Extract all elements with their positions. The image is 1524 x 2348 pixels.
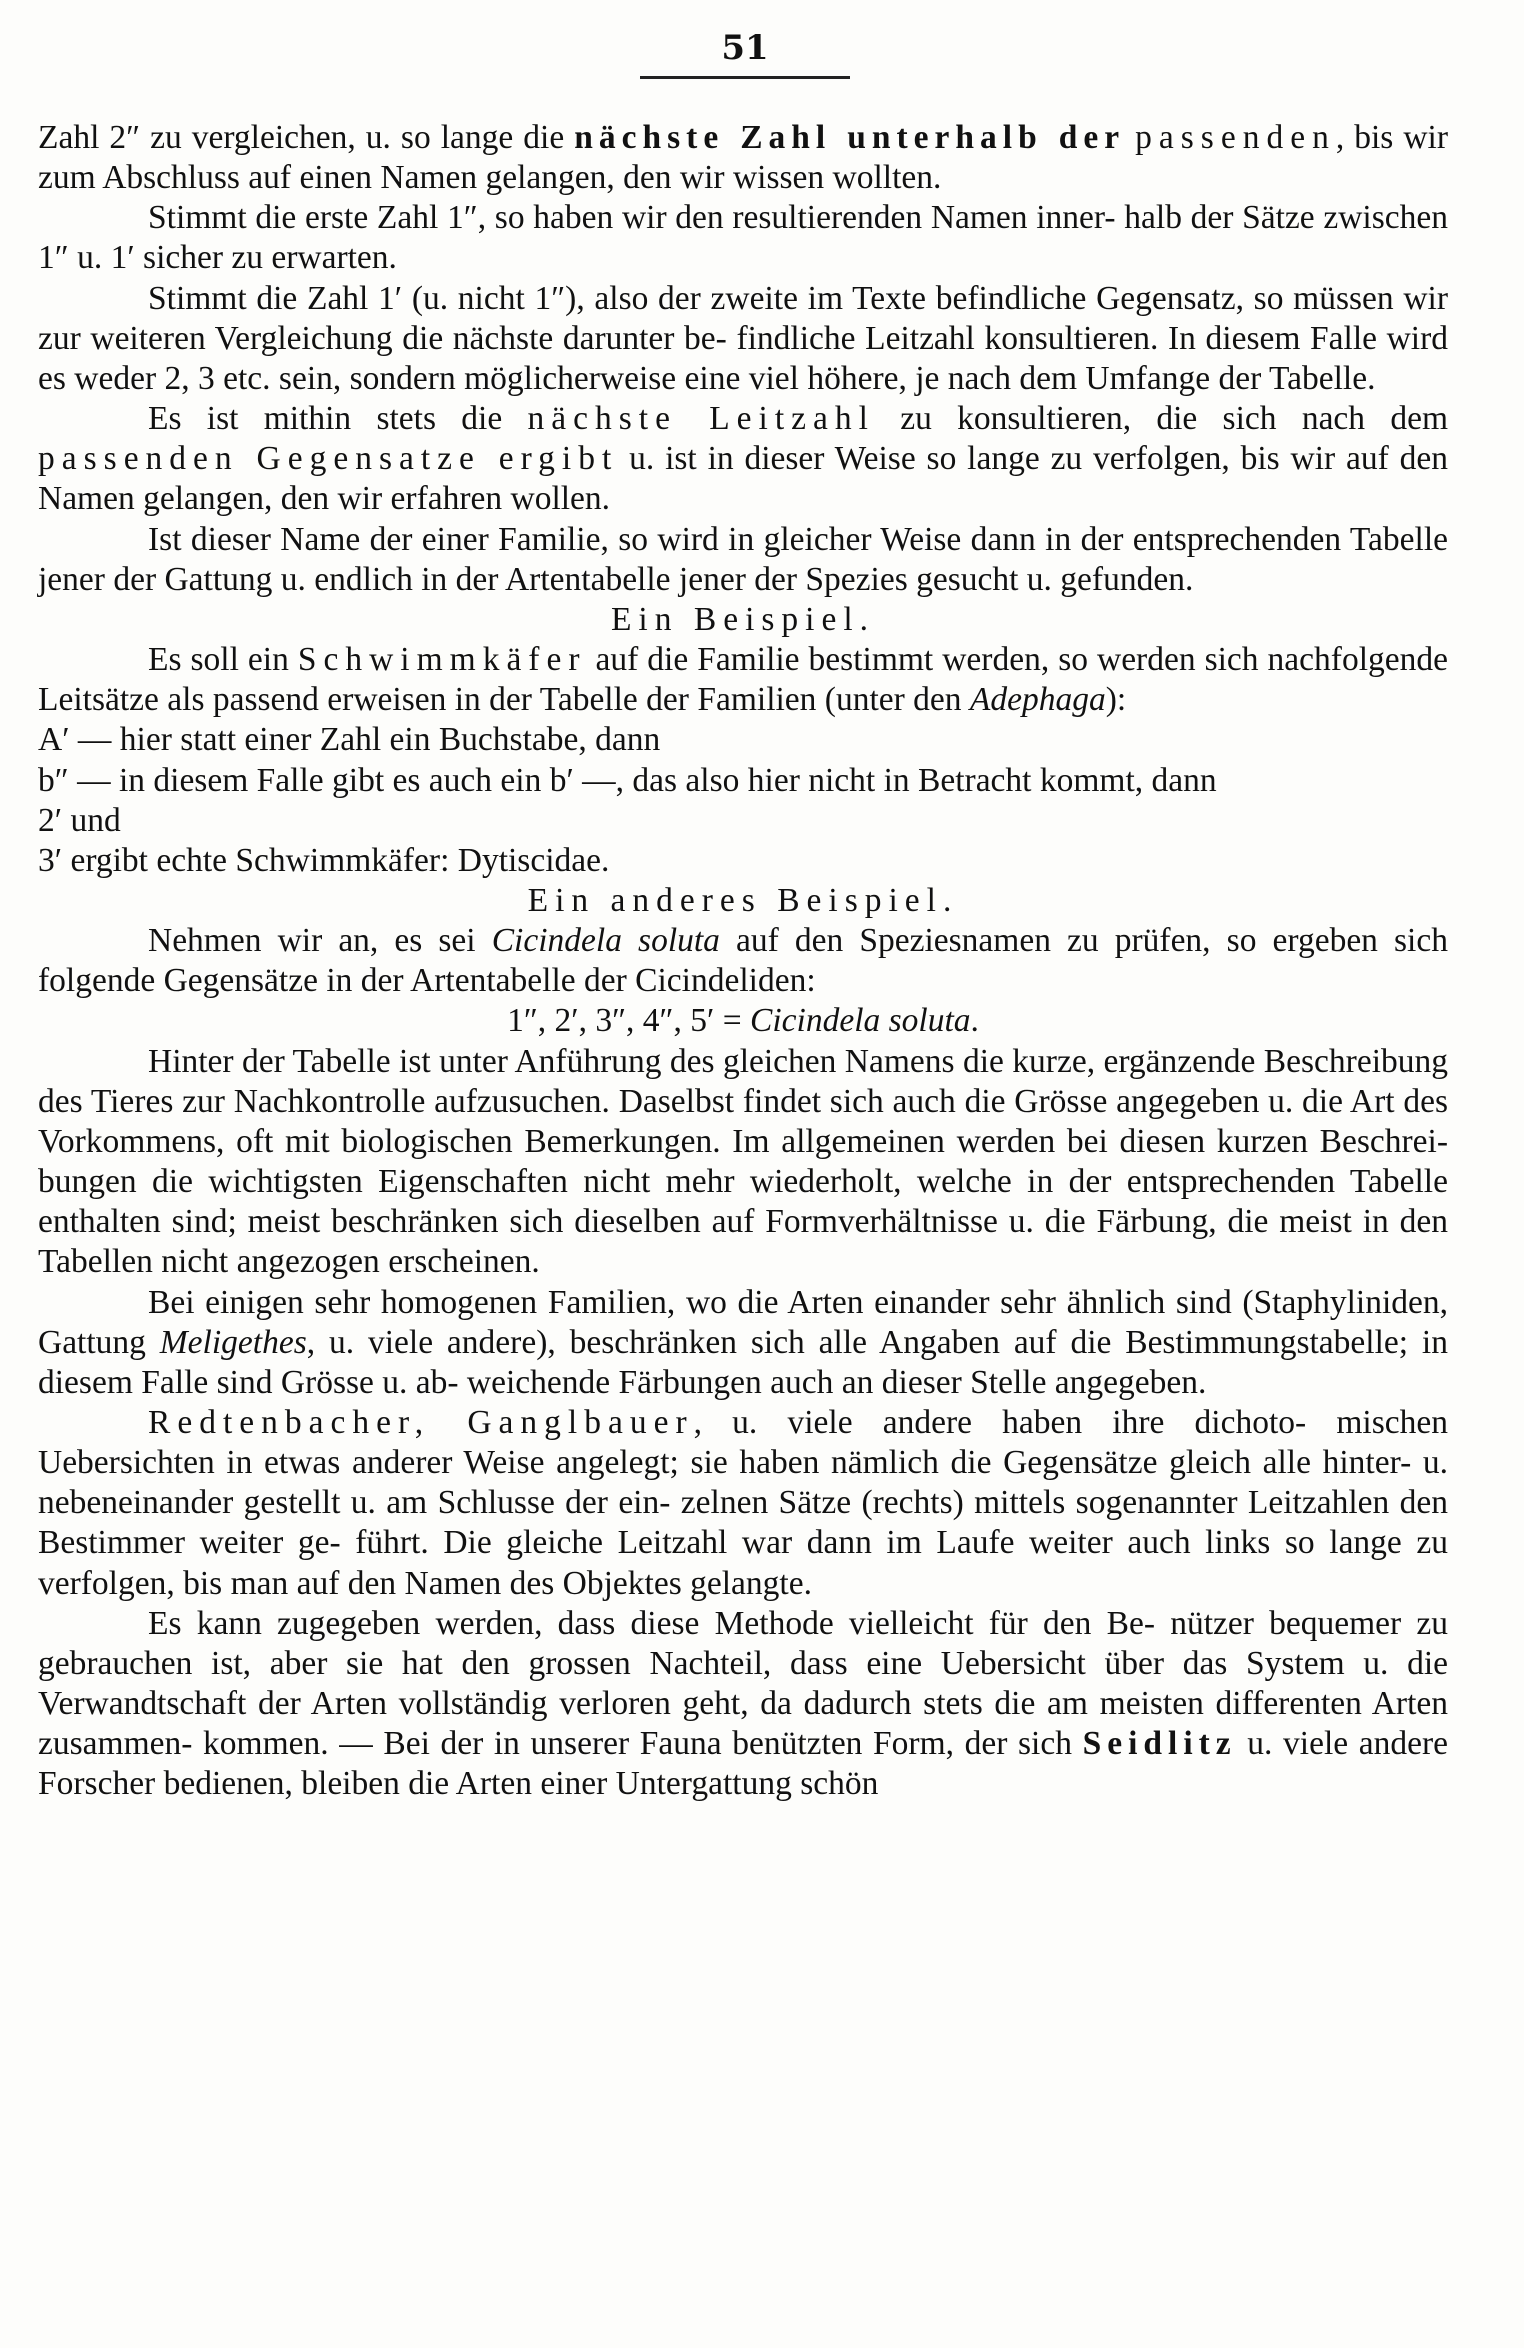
- paragraph-method: Es kann zugegeben werden, dass diese Methode vielleicht für den Be- nützer bequemer zu gebrauchen ist, aber sie hat den grossen Nachteil, dass eine Uebersicht über das System u. die Verwandtschaft der Arten vollständig verloren geht, da dadurch stets die am meisten differenten Arten zusammen- kommen. — Bei der in unserer Fauna benützten Form, der sich Seidlitz u. viele andere Forscher bedienen, bleiben die Arten einer Untergattung schön: [38, 1604, 1449, 1803]
- heading-example-2: Ein anderes Beispiel.: [527, 881, 959, 919]
- example-step-3: 3′ ergibt echte Schwimmkäfer: Dytiscidae.: [38, 841, 610, 879]
- paragraph-family: Ist dieser Name der einer Familie, so wird in gleicher Weise dann in der entsprechenden Tabelle jener der Gattung u. endlich in der Artentabelle jener der Spezies gesucht u. gefunden.: [38, 520, 1448, 598]
- paragraph-example-1: Es soll ein Schwimmkäfer auf die Familie bestimmt werden, so werden sich nachfolgende Leitsätze als passend erweisen in der Tabelle der Familien (unter den Adephaga):: [38, 641, 1448, 719]
- paragraph-redtenbacher: Redtenbacher, Ganglbauer, u. viele andere haben ihre dichoto- mischen Uebersichten in etwas anderer Weise angelegt; sie haben nämlich die Gegensätze gleich alle hinter- u. nebeneinander gestellt u. am Schlusse der ein- zelnen Sätze (rechts) mittels sogenannter Leitzahlen den Bestimmer weiter ge- führt. Die gleiche Leitzahl war dann im Laufe weiter auch links so lange zu verfolgen, bis man auf den Namen des Objektes gelangte.: [38, 1404, 1449, 1602]
- paragraph-example-2: Nehmen wir an, es sei Cicindela soluta auf den Speziesnamen zu prüfen, so ergeben sich folgende Gegensätze in der Artentabelle der Cicindeliden:: [38, 922, 1448, 1000]
- example-step-2: 2′ und: [38, 801, 121, 839]
- paragraph-continued: Zahl 2″ zu vergleichen, u. so lange die nächste Zahl unterhalb der passenden, bis wir zum Abschluss auf einen Namen gelangen, den wir wissen wollten.: [38, 119, 1449, 197]
- paragraph-leitzahl: Es ist mithin stets die nächste Leitzahl zu konsultieren, die sich nach dem passenden Gegensatze ergibt u. ist in dieser Weise so lange zu verfolgen, bis wir auf den Namen gelangen, den wir erfahren wollen.: [38, 400, 1448, 518]
- example-step-a: A′ — hier statt einer Zahl ein Buchstabe, dann: [38, 721, 661, 759]
- paragraph-first-number: Stimmt die erste Zahl 1″, so haben wir den resultierenden Namen inner- halb der Sätze zwischen 1″ u. 1′ sicher zu erwarten.: [38, 199, 1449, 277]
- example-step-b: b″ — in diesem Falle gibt es auch ein b′ —, das also hier nicht in Betracht kommt, dann: [38, 761, 1217, 799]
- heading-example-1: Ein Beispiel.: [610, 600, 876, 638]
- paragraph-second-number: Stimmt die Zahl 1′ (u. nicht 1″), also der zweite im Texte befindliche Gegensatz, so müssen wir zur weiteren Vergleichung die nächste darunter be- findliche Leitzahl konsultieren. In diesem Falle wird es weder 2, 3 etc. sein, sondern möglicherweise eine viel höhere, je nach dem Umfange der Tabelle.: [38, 279, 1449, 397]
- page-number: 51: [721, 28, 769, 68]
- paragraph-description: Hinter der Tabelle ist unter Anführung des gleichen Namens die kurze, ergänzende Beschreibung des Tieres zur Nachkontrolle aufzusuchen. Daselbst findet sich auch die Grösse angegeben u. die Art des Vorkommens, oft mit biologischen Bemerkungen. Im allgemeinen werden bei diesen kurzen Beschrei- bungen die wichtigsten Eigenschaften nicht mehr wiederholt, welche in der entsprechenden Tabelle enthalten sind; meist beschränken sich dieselben auf Formverhältnisse u. die Färbung, die meist in den Tabellen nicht angezogen erscheinen.: [38, 1042, 1449, 1281]
- header-rule: [640, 76, 850, 79]
- example-formula: 1″, 2′, 3″, 4″, 5′ = Cicindela soluta.: [507, 1002, 979, 1040]
- body-text: [38, 118, 1448, 1805]
- paragraph-homogeneous: Bei einigen sehr homogenen Familien, wo die Arten einander sehr ähnlich sind (Staphyliniden, Gattung Meligethes, u. viele andere), beschränken sich alle Angaben auf die Bestimmungstabelle; in diesem Falle sind Grösse u. ab- weichende Färbungen auch an dieser Stelle angegeben.: [38, 1283, 1448, 1401]
